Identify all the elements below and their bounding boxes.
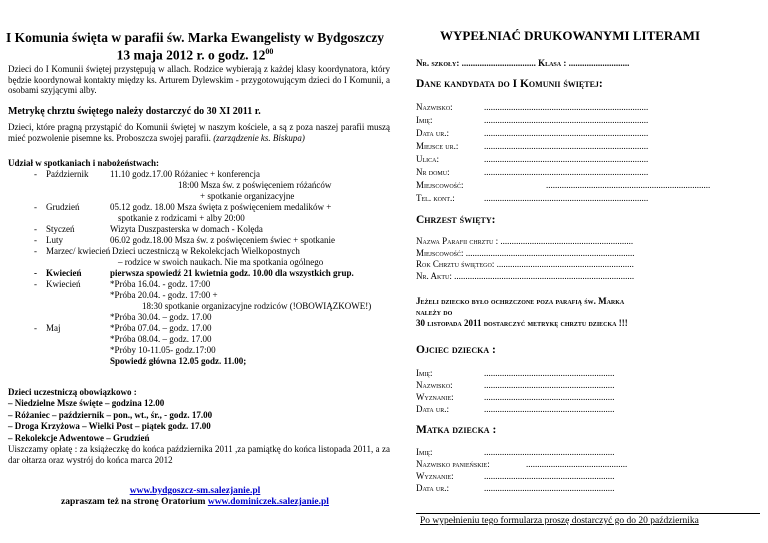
field-dots[interactable]: .......................................................... [484, 404, 615, 414]
baptism-field[interactable]: Nr. Aktu: ................................................................................ [416, 270, 635, 281]
form-field[interactable] [416, 154, 649, 165]
schedule-text: spotkanie z rodzicami + alby 20:00 [118, 213, 245, 223]
form-field[interactable] [416, 380, 615, 391]
schedule-text: *Próba 16.04. - godz. 17:00 [110, 279, 211, 289]
field-dots[interactable]: .......................................................... [484, 368, 615, 378]
form-title: WYPEŁNIAĆ DRUKOWANYMI LITERAMI [440, 28, 701, 43]
form-field[interactable] [416, 368, 615, 379]
schedule-dash: - [34, 279, 37, 289]
page-title-line2: 13 maja 2012 r. o godz. $12^{00}$ [116, 47, 274, 63]
schedule-text: 11.10 godz.17.00 Różaniec + konferencja [110, 169, 260, 179]
baptism-field[interactable]: Rok Chrztu świętego: ............................................................. [416, 259, 634, 269]
field-label: Nr domu: [416, 167, 450, 177]
footer-divider [416, 513, 760, 514]
mother-heading: Matka dziecka : [416, 424, 497, 436]
schedule-month: Kwiecień [46, 279, 81, 289]
website-line2: zapraszam też na stronę Oratorium www.dominiczek.salezjanie.pl [61, 497, 329, 507]
field-dots[interactable]: ......................................................................... [484, 141, 649, 151]
schedule-month: Styczeń [46, 224, 75, 234]
baptism-field[interactable]: Nazwa Parafii chrztu : ........................................................... [416, 236, 634, 246]
candidate-heading: Dane kandydata do I Komunii świętej: [416, 78, 603, 90]
field-label: Imię: [416, 368, 433, 378]
field-label: Data ur.: [416, 404, 450, 414]
schedule-text: *Próby 10-11.05- godz.17:00 [110, 345, 216, 355]
schedule-dash: - [34, 202, 37, 212]
schedule-text: pierwsza spowiedź 21 kwietnia godz. 10.00 dla wszystkich grup. [110, 268, 354, 278]
form-field[interactable] [416, 471, 615, 482]
obligation-item: – Niedzielne Msze święte – godzina 12.00 [8, 398, 165, 408]
form-field[interactable] [416, 459, 628, 470]
school-class-line: Nr. szkoły: ................................. Klasa : ........................... [416, 58, 630, 68]
field-dots[interactable]: ......................................................................... [484, 102, 649, 112]
schedule-month: Marzec/ kwiecień [46, 246, 111, 256]
form-field[interactable] [416, 141, 649, 152]
field-dots[interactable]: ............................................. [526, 459, 628, 469]
field-dots[interactable]: .......................................................... [484, 447, 615, 457]
field-dots[interactable]: ......................................................................... [484, 128, 649, 138]
schedule-text: Spowiedź główna 12.05 godz. 11.00; [110, 356, 247, 366]
form-field[interactable] [416, 193, 649, 204]
form-field[interactable] [416, 180, 711, 191]
schedule-heading: Udział w spotkaniach i nabożeństwach: [8, 158, 160, 168]
field-dots[interactable]: .......................................................... [484, 483, 615, 493]
field-dots[interactable]: .......................................................... [484, 471, 615, 481]
schedule-text: *Próba 07.04. – godz. 17.00 [110, 323, 212, 333]
form-field[interactable] [416, 115, 649, 126]
schedule-text: *Próba 08.04. – godz. 17.00 [110, 334, 212, 344]
schedule-text: – rodzice w swoich naukach. Nie ma spotkania ogólnego [118, 257, 324, 267]
baptism-heading: Chrzest święty: [416, 214, 496, 226]
title-sup: 00 [265, 47, 274, 56]
form-field[interactable] [416, 128, 649, 139]
schedule-month: Październik [46, 169, 89, 179]
schedule-month: Maj [46, 323, 61, 333]
schedule-text: Wizyta Duszpasterska w domach - Kolęda [110, 224, 263, 234]
field-label: Imię: [416, 115, 433, 125]
schedule-dash: - [34, 268, 37, 278]
schedule-text: *Próba 30.04. – godz. 17.00 [110, 312, 212, 322]
schedule-month: Luty [46, 235, 63, 245]
schedule-dash: - [34, 224, 37, 234]
schedule-text: 05.12 godz. 18.00 Msza święta z poświęceniem medalików + [110, 202, 332, 212]
obligations-heading: Dzieci uczestniczą obowiązkowo : [8, 387, 137, 397]
schedule-month: Kwiecień [46, 268, 82, 278]
field-dots[interactable]: ......................................................................... [484, 154, 649, 164]
metric-heading: Metrykę chrztu świętego należy dostarczyć do 30 XI 2011 r. [8, 106, 261, 117]
schedule-text: 18:00 Msza św. z poświęceniem różańców [178, 180, 332, 190]
field-dots[interactable]: .......................................................... [484, 380, 615, 390]
footer-note: Po wypełnieniu tego formularza proszę dostarczyć go do 20 października [420, 516, 699, 526]
field-dots[interactable]: ......................................................................... [484, 115, 649, 125]
baptism-field[interactable]: Miejscowość: ........................................................................... [416, 247, 635, 258]
schedule-dash: - [34, 246, 37, 256]
field-label: Nazwisko panieńskie: [416, 459, 490, 469]
schedule-text: 18:30 spotkanie organizacyjne rodziców (!OBOWIĄZKOWE!) [142, 301, 372, 311]
schedule-text: Dzieci uczestniczą w Rekolekcjach Wielkopostnych [112, 246, 300, 256]
obligation-item: – Droga Krzyżowa – Wielki Post – piątek godz. 17.00 [8, 421, 211, 431]
field-dots[interactable]: ......................................................................... [484, 167, 649, 177]
field-label: Miejscowość: [416, 180, 464, 190]
website-link-1[interactable]: www.bydgoszcz-sm.salezjanie.pl [129, 486, 261, 496]
metric-text: Dzieci, które pragną przystąpić do Komunii świętej w naszym kościele, a są z poza naszej parafii muszą mieć pozwolenie pisemne ks. Proboszcza swojej parafii. (zarządzenie ks. Biskupa) [8, 122, 390, 143]
form-field[interactable] [416, 392, 615, 403]
field-dots[interactable]: .......................................................... [484, 392, 615, 402]
field-label: Ulica: [416, 154, 439, 164]
metric-note: (zarządzenie ks. Biskupa) [213, 132, 305, 143]
note-line1: Jeżeli dziecko było ochrzczone poza parafią św. Marka [416, 296, 625, 306]
form-field[interactable] [416, 102, 649, 113]
schedule-month: Grudzień [46, 202, 80, 212]
field-dots[interactable]: ......................................................................... [546, 180, 711, 190]
intro-paragraph: Dzieci do I Komunii świętej przystępują w allach. Rodzice wybierają z każdej klasy koordynatora, który będzie koordynował kontakty między ks. Arturem Dylewskim - przygotowującym dzieci do I Komunii, a osobami szyjącymi alby. [8, 64, 390, 95]
father-heading: Ojciec dziecka : [416, 344, 496, 356]
field-label: Wyznanie: [416, 392, 454, 402]
page-title-line1: I Komunia święta w parafii św. Marka Ewangelisty w Bydgoszczy [6, 30, 384, 45]
field-label: Imię: [416, 447, 433, 457]
field-label: Data ur.: [416, 128, 450, 138]
schedule-text: *Próba 20.04. - godz. 17:00 + [110, 290, 218, 300]
schedule-dash: - [34, 235, 37, 245]
schedule-text: 06.02 godz.18.00 Msza św. z poświęceniem świec + spotkanie [110, 235, 335, 245]
schedule-text: + spotkanie organizacyjne [200, 191, 295, 201]
field-label: Nazwisko: [416, 102, 453, 112]
website-line1 [0, 486, 390, 496]
note-line3: 30 listopada 2011 dostarczyć metrykę chrztu dziecka !!! [416, 318, 628, 328]
field-label: Miejsce ur.: [416, 141, 459, 151]
field-label: Nazwisko: [416, 380, 453, 390]
form-field[interactable] [416, 447, 615, 458]
obligation-item: – Różaniec – październik – pon., wt., śr., - godz. 17.00 [8, 409, 213, 420]
field-label: Data ur.: [416, 483, 450, 493]
note-line2: należy do [416, 307, 453, 317]
field-dots[interactable]: ......................................................................... [484, 193, 649, 203]
form-field[interactable] [416, 404, 615, 415]
website-link-2[interactable]: www.dominiczek.salezjanie.pl [207, 497, 329, 507]
form-field[interactable] [416, 483, 615, 494]
schedule-dash: - [34, 169, 37, 179]
obligation-item: – Rekolekcje Adwentowe – Grudzień [8, 432, 150, 443]
schedule-dash: - [34, 323, 37, 333]
field-label: Tel. kont.: [416, 193, 455, 203]
form-field[interactable] [416, 167, 649, 178]
field-label: Wyznanie: [416, 471, 454, 481]
payment-text: Uiszczamy opłatę : za książeczkę do końca października 2011 ,za pamiątkę do końca listopada 2011, a za dar ołtarza oraz wystrój do końca marca 2012 [8, 444, 390, 465]
